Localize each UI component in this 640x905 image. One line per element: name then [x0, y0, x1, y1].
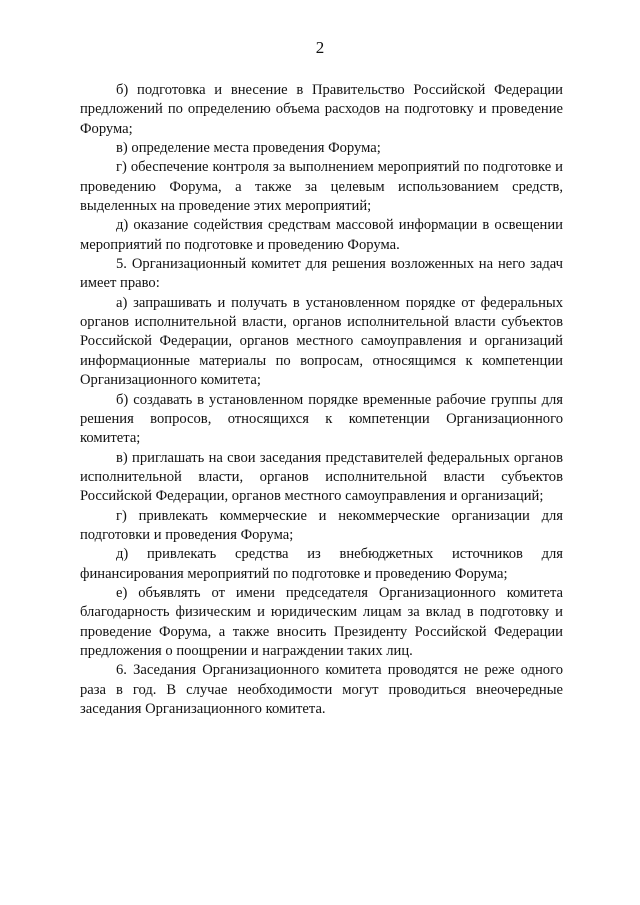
paragraph-5a: а) запрашивать и получать в установленном порядке от федеральных органов исполнительной власти, органов исполнительной власти субъектов Российской Федерации, органов местного самоуправления и организаций информационные материалы по вопросам, относящимся к компетенции Организационного комитета;	[80, 294, 563, 389]
paragraph-4d: д) оказание содействия средствам массовой информации в освещении мероприятий по подготовке и проведению Форума.	[80, 217, 563, 253]
paragraph-4v: в) определение места проведения Форума;	[116, 140, 381, 157]
paragraph-5b: б) создавать в установленном порядке временные рабочие группы для решения вопросов, относящихся к компетенции Организационного комитета;	[80, 391, 563, 447]
paragraph-5d: д) привлекать средства из внебюджетных источников для финансирования мероприятий по подготовке и проведению Форума;	[80, 546, 563, 582]
paragraph-4g: г) обеспечение контроля за выполнением мероприятий по подготовке и проведению Форума, а также за целевым использованием средств, выделенных на проведение этих мероприятий;	[80, 159, 563, 215]
paragraph-6: 6. Заседания Организационного комитета проводятся не реже одного раза в год. В случае необходимости могут проводиться внеочередные заседания Организационного комитета.	[80, 662, 563, 717]
paragraph-5: 5. Организационный комитет для решения возложенных на него задач имеет право:	[80, 256, 563, 292]
page-number: 2	[315, 38, 325, 57]
document-body	[80, 81, 563, 719]
paragraph-5v: в) приглашать на свои заседания представителей федеральных органов исполнительной власти, органов исполнительной власти субъектов Российской Федерации, органов местного самоуправления и организаций;	[80, 449, 563, 505]
paragraph-5g: г) привлекать коммерческие и некоммерческие организации для подготовки и проведения Форума;	[80, 507, 563, 543]
paragraph-5e: е) объявлять от имени председателя Организационного комитета благодарность физическим и юридическим лицам за вклад в подготовку и проведение Форума, а также вносить Президенту Российской Федерации предложения о поощрении и награждении таких лиц.	[80, 584, 563, 659]
paragraph-4b: б) подготовка и внесение в Правительство Российской Федерации предложений по определению объема расходов на подготовку и проведение Форума;	[80, 82, 563, 137]
